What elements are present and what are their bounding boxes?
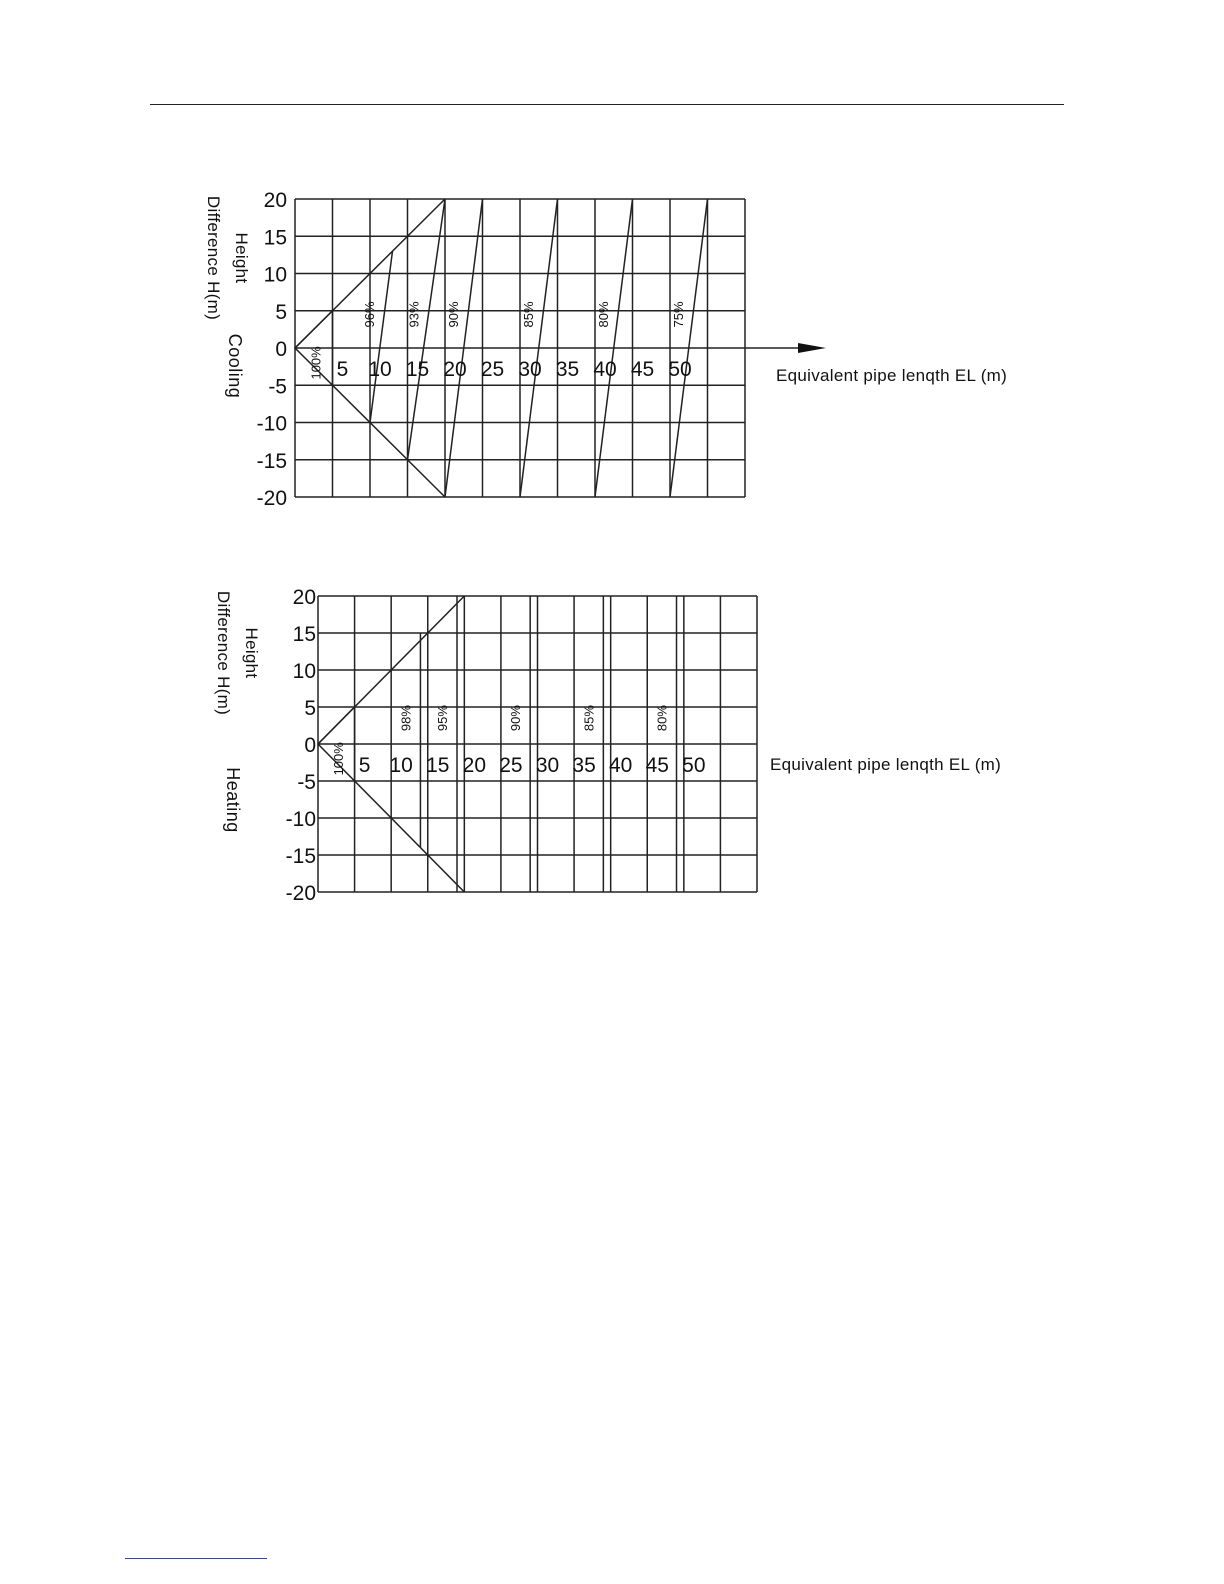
x-tick-label: 40: [593, 358, 617, 381]
capacity-label: 98%: [398, 705, 414, 732]
capacity-label: 90%: [445, 301, 461, 328]
y-tick-label: 0: [275, 338, 287, 361]
capacity-label: 96%: [362, 301, 378, 328]
x-axis-label: Equivalent pipe lenqth EL (m): [776, 366, 1008, 385]
x-tick-label: 10: [368, 358, 392, 381]
capacity-label: 80%: [595, 301, 611, 328]
capacity-label: 100%: [330, 742, 346, 776]
y-tick-label: 5: [275, 300, 287, 324]
capacity-label: 95%: [435, 705, 451, 732]
capacity-line-93: [405, 199, 446, 460]
y-tick-label: -15: [285, 845, 316, 868]
mode-label: Cooling: [225, 333, 245, 399]
plot-grid: [295, 199, 745, 497]
capacity-label: 80%: [654, 705, 670, 732]
y-axis-label-line2: Difference H(m): [204, 195, 223, 321]
y-axis-label-line1: Height: [242, 627, 261, 679]
y-tick-label: 10: [292, 660, 316, 683]
y-tick-label: 0: [304, 734, 316, 757]
x-tick-label: 35: [572, 754, 596, 777]
y-tick-label: 10: [263, 263, 287, 287]
x-tick-label: 5: [358, 754, 371, 777]
y-tick-label: 15: [263, 226, 287, 250]
x-tick-label: 50: [668, 358, 692, 381]
capacity-label: 75%: [670, 301, 686, 328]
x-axis-arrowhead: [798, 343, 826, 353]
heating-chart: [214, 586, 1001, 905]
x-tick-label: 20: [462, 754, 487, 777]
x-tick-label: 15: [426, 754, 450, 777]
y-axis-label-line1: Height: [232, 232, 251, 284]
y-axis-label-line2: Difference H(m): [214, 590, 233, 716]
y-tick-label: -20: [285, 882, 316, 905]
capacity-label: 85%: [581, 705, 597, 732]
x-tick-label: 35: [555, 358, 580, 381]
capacity-line-96: [370, 251, 393, 422]
x-tick-label: 5: [336, 358, 349, 381]
x-axis-label: Equivalent pipe lenqth EL (m): [770, 755, 1002, 774]
y-tick-label: -10: [256, 412, 287, 436]
y-tick-label: 5: [304, 697, 316, 720]
y-tick-label: -5: [297, 771, 316, 794]
x-tick-label: 10: [389, 754, 413, 777]
y-tick-label: 20: [263, 189, 287, 212]
capacity-label: 90%: [508, 705, 524, 732]
y-tick-label: -10: [285, 808, 316, 831]
y-tick-label: -15: [256, 449, 287, 473]
x-tick-label: 45: [630, 358, 655, 381]
x-tick-label: 40: [608, 754, 633, 777]
x-tick-label: 45: [645, 754, 669, 777]
capacity-label: 93%: [406, 301, 422, 328]
plot-grid: [318, 596, 757, 892]
y-tick-label: 20: [292, 586, 316, 609]
x-tick-label: 25: [480, 358, 505, 381]
cooling-chart: [204, 189, 1007, 510]
x-tick-label: 50: [682, 754, 706, 777]
x-tick-label: 25: [499, 754, 523, 777]
y-tick-label: -5: [268, 375, 287, 399]
y-tick-label: -20: [256, 487, 287, 510]
x-tick-label: 20: [443, 358, 467, 381]
x-tick-label: 30: [518, 358, 542, 381]
y-tick-label: 15: [292, 623, 316, 646]
capacity-label: 85%: [520, 301, 536, 328]
capacity-label: 100%: [308, 346, 324, 380]
x-tick-label: 30: [535, 754, 560, 777]
mode-label: Heating: [223, 767, 243, 833]
x-tick-label: 15: [405, 358, 430, 381]
